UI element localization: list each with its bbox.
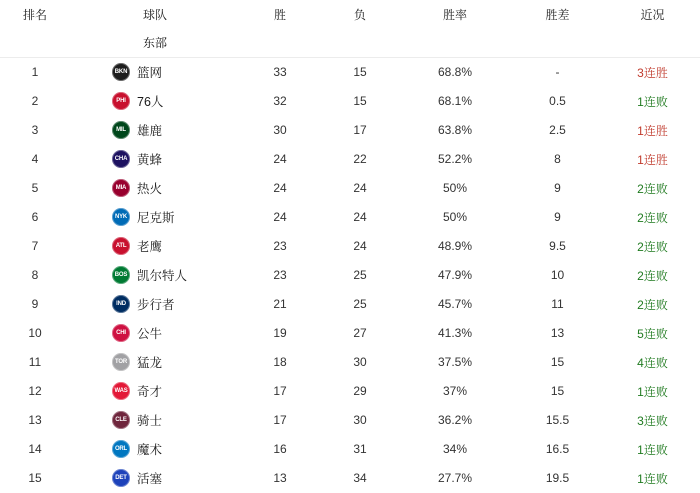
cell-wins: 24 <box>273 210 287 224</box>
cell-gb: 9 <box>554 181 561 195</box>
conference-spacer-3 <box>400 28 510 57</box>
cell-wins: 16 <box>273 442 287 456</box>
team-name: 凯尔特人 <box>137 269 188 283</box>
team-name: 热火 <box>137 182 163 196</box>
cell-wins: 30 <box>273 123 287 137</box>
cell-gb: 19.5 <box>545 471 570 485</box>
cell-pct: 47.9% <box>437 268 473 282</box>
team-logo-abbr: ORL <box>114 446 128 452</box>
column-header-pct: 胜率 <box>442 7 467 22</box>
team-logo-icon <box>112 469 130 487</box>
cell-wins: 17 <box>273 413 287 427</box>
cell-recent-form: 1连败 <box>637 94 668 109</box>
column-header-losses: 负 <box>353 7 366 22</box>
conference-spacer-2 <box>320 28 400 57</box>
cell-team[interactable] <box>70 464 240 493</box>
team-name: 骑士 <box>137 414 163 428</box>
cell-pct: 27.7% <box>437 471 473 485</box>
cell-rank: 10 <box>28 326 42 340</box>
team-cell[interactable] <box>70 261 240 290</box>
table-row[interactable] <box>0 377 700 406</box>
cell-rank: 1 <box>31 65 39 79</box>
cell-recent-form: 1连胜 <box>637 152 668 167</box>
cell-gb: 15 <box>550 355 565 369</box>
team-name: 奇才 <box>137 385 163 399</box>
cell-losses: 15 <box>353 65 367 79</box>
cell-losses: 25 <box>353 268 367 282</box>
team-name: 活塞 <box>137 472 163 486</box>
team-logo-icon <box>112 237 130 255</box>
cell-wins: 21 <box>273 297 287 311</box>
team-name: 步行者 <box>137 298 175 312</box>
team-cell[interactable] <box>70 348 240 377</box>
table-row[interactable] <box>0 348 700 377</box>
cell-team[interactable] <box>70 145 240 174</box>
cell-recent-form: 2连败 <box>637 210 668 225</box>
cell-recent-form: 2连败 <box>637 297 668 312</box>
table-row[interactable] <box>0 57 700 87</box>
cell-team[interactable] <box>70 232 240 261</box>
cell-rank: 9 <box>31 297 39 311</box>
cell-wins: 19 <box>273 326 287 340</box>
cell-wins: 23 <box>273 239 287 253</box>
cell-team[interactable] <box>70 435 240 464</box>
cell-rank: 4 <box>31 152 39 166</box>
team-logo-icon <box>112 150 130 168</box>
cell-gb: 2.5 <box>549 123 566 137</box>
cell-pct: 68.1% <box>437 94 473 108</box>
cell-rank: 15 <box>28 471 42 485</box>
cell-gb: - <box>555 65 560 79</box>
cell-recent-form: 3连胜 <box>637 65 668 80</box>
team-logo-icon <box>112 92 130 110</box>
team-logo-abbr: ATL <box>115 243 127 249</box>
column-header-recent: 近况 <box>640 7 665 22</box>
conference-spacer-5 <box>605 28 700 57</box>
cell-team[interactable] <box>70 319 240 348</box>
header-row <box>0 0 700 28</box>
team-name: 篮网 <box>137 66 163 80</box>
cell-recent-form: 2连败 <box>637 268 668 283</box>
cell-losses: 25 <box>353 297 367 311</box>
column-header-gb: 胜差 <box>545 7 570 22</box>
cell-rank: 5 <box>31 181 39 195</box>
team-name: 76人 <box>137 95 164 109</box>
cell-losses: 30 <box>353 413 367 427</box>
cell-gb: 11 <box>551 297 564 311</box>
team-name: 猛龙 <box>137 356 163 370</box>
conference-spacer-4 <box>510 28 605 57</box>
team-cell[interactable] <box>70 174 240 203</box>
cell-gb: 15 <box>550 384 565 398</box>
team-logo-icon <box>112 440 130 458</box>
cell-rank: 3 <box>31 123 39 137</box>
team-name: 魔术 <box>137 443 163 457</box>
team-logo-abbr: MIL <box>116 127 126 133</box>
team-logo-icon <box>112 179 130 197</box>
team-logo-abbr: CHA <box>114 156 128 162</box>
team-name: 黄蜂 <box>137 153 163 167</box>
team-logo-abbr: CLE <box>115 417 127 423</box>
cell-pct: 37.5% <box>437 355 473 369</box>
cell-losses: 34 <box>353 471 367 485</box>
cell-pct: 36.2% <box>437 413 473 427</box>
team-logo-icon <box>112 411 130 429</box>
team-logo-icon <box>112 295 130 313</box>
team-logo-icon <box>112 266 130 284</box>
team-cell[interactable] <box>70 464 240 493</box>
cell-pct: 52.2% <box>437 152 473 166</box>
cell-pct: 34% <box>442 442 468 456</box>
cell-recent-form: 3连败 <box>637 413 668 428</box>
table-row[interactable] <box>0 174 700 203</box>
cell-wins: 24 <box>273 181 287 195</box>
conference-label: 东部 <box>70 28 240 57</box>
team-cell[interactable] <box>70 87 240 116</box>
cell-pct: 63.8% <box>437 123 473 137</box>
cell-rank: 11 <box>28 355 42 369</box>
cell-recent-form: 2连败 <box>637 181 668 196</box>
cell-losses: 17 <box>353 123 367 137</box>
cell-pct: 68.8% <box>437 65 473 79</box>
cell-team[interactable] <box>70 261 240 290</box>
team-logo-abbr: IND <box>116 301 126 307</box>
cell-rank: 2 <box>31 94 39 108</box>
cell-team[interactable] <box>70 87 240 116</box>
team-cell[interactable] <box>70 145 240 174</box>
cell-losses: 24 <box>353 210 367 224</box>
cell-rank: 8 <box>31 268 39 282</box>
table-row[interactable] <box>0 87 700 116</box>
team-name: 公牛 <box>137 327 163 341</box>
team-cell[interactable] <box>70 406 240 435</box>
table-row[interactable] <box>0 290 700 319</box>
conference-row <box>0 28 700 57</box>
table-row[interactable] <box>0 203 700 232</box>
team-cell[interactable] <box>70 319 240 348</box>
cell-wins: 17 <box>273 384 287 398</box>
column-header-wins: 胜 <box>273 7 286 22</box>
cell-wins: 32 <box>273 94 287 108</box>
cell-gb: 0.5 <box>549 94 566 108</box>
cell-team[interactable] <box>70 348 240 377</box>
cell-gb: 8 <box>554 152 561 166</box>
cell-wins: 18 <box>273 355 287 369</box>
conference-spacer-left <box>0 28 70 57</box>
conference-spacer-1 <box>240 28 320 57</box>
team-logo-icon <box>112 324 130 342</box>
cell-gb: 9.5 <box>549 239 566 253</box>
table-row[interactable] <box>0 232 700 261</box>
team-logo-icon <box>112 121 130 139</box>
cell-team[interactable] <box>70 174 240 203</box>
cell-losses: 30 <box>353 355 367 369</box>
cell-gb: 15.5 <box>545 413 570 427</box>
cell-losses: 29 <box>353 384 367 398</box>
cell-pct: 48.9% <box>437 239 473 253</box>
team-logo-abbr: BKN <box>114 69 128 75</box>
cell-recent-form: 5连败 <box>637 326 668 341</box>
table-row[interactable] <box>0 319 700 348</box>
cell-wins: 13 <box>273 471 287 485</box>
cell-team[interactable] <box>70 203 240 232</box>
team-logo-icon <box>112 382 130 400</box>
team-logo-abbr: CHI <box>116 330 126 336</box>
cell-recent-form: 1连败 <box>637 471 668 486</box>
cell-rank: 13 <box>28 413 42 427</box>
cell-rank: 6 <box>31 210 39 224</box>
team-name: 老鹰 <box>137 240 163 254</box>
cell-losses: 27 <box>353 326 367 340</box>
cell-losses: 31 <box>353 442 367 456</box>
team-logo-abbr: PHI <box>116 98 126 104</box>
cell-rank: 12 <box>28 384 42 398</box>
table-row[interactable] <box>0 435 700 464</box>
table-row[interactable] <box>0 464 700 493</box>
team-logo-icon <box>112 63 130 81</box>
team-cell[interactable] <box>70 58 240 87</box>
team-logo-abbr: MIA <box>115 185 127 191</box>
team-name: 雄鹿 <box>137 124 163 138</box>
team-cell[interactable] <box>70 435 240 464</box>
cell-pct: 50% <box>442 181 468 195</box>
cell-recent-form: 2连败 <box>637 239 668 254</box>
team-logo-icon <box>112 353 130 371</box>
table-header <box>0 0 700 28</box>
cell-wins: 33 <box>273 65 287 79</box>
team-logo-icon <box>112 208 130 226</box>
cell-gb: 16.5 <box>545 442 570 456</box>
team-name: 尼克斯 <box>137 211 175 225</box>
cell-team[interactable] <box>70 57 240 87</box>
cell-losses: 15 <box>353 94 367 108</box>
cell-team[interactable] <box>70 406 240 435</box>
cell-pct: 41.3% <box>437 326 473 340</box>
team-cell[interactable] <box>70 232 240 261</box>
team-logo-abbr: BOS <box>114 272 128 278</box>
cell-recent-form: 1连败 <box>637 442 668 457</box>
team-logo-abbr: DET <box>115 475 127 481</box>
cell-recent-form: 4连败 <box>637 355 668 370</box>
team-cell[interactable] <box>70 116 240 145</box>
cell-team[interactable] <box>70 377 240 406</box>
team-cell[interactable] <box>70 290 240 319</box>
column-header-rank: 排名 <box>22 7 47 22</box>
table-row[interactable] <box>0 406 700 435</box>
cell-losses: 24 <box>353 181 367 195</box>
table-row[interactable] <box>0 261 700 290</box>
cell-rank: 14 <box>28 442 42 456</box>
table-row[interactable] <box>0 116 700 145</box>
team-cell[interactable] <box>70 377 240 406</box>
cell-recent-form: 1连胜 <box>637 123 668 138</box>
cell-gb: 10 <box>550 268 565 282</box>
table-row[interactable] <box>0 145 700 174</box>
cell-rank: 7 <box>31 239 39 253</box>
cell-gb: 9 <box>554 210 561 224</box>
team-logo-abbr: TOR <box>115 359 127 365</box>
cell-gb: 13 <box>550 326 565 340</box>
cell-losses: 22 <box>353 152 367 166</box>
cell-wins: 23 <box>273 268 287 282</box>
cell-wins: 24 <box>273 152 287 166</box>
cell-team[interactable] <box>70 116 240 145</box>
cell-recent-form: 1连败 <box>637 384 668 399</box>
cell-pct: 45.7% <box>437 297 473 311</box>
team-logo-abbr: WAS <box>114 388 128 394</box>
cell-team[interactable] <box>70 290 240 319</box>
team-cell[interactable] <box>70 203 240 232</box>
cell-pct: 37% <box>442 384 468 398</box>
table-body <box>0 28 700 493</box>
cell-pct: 50% <box>442 210 468 224</box>
column-header-team: 球队 <box>142 7 167 22</box>
cell-losses: 24 <box>353 239 367 253</box>
team-logo-abbr: NYK <box>114 214 128 220</box>
